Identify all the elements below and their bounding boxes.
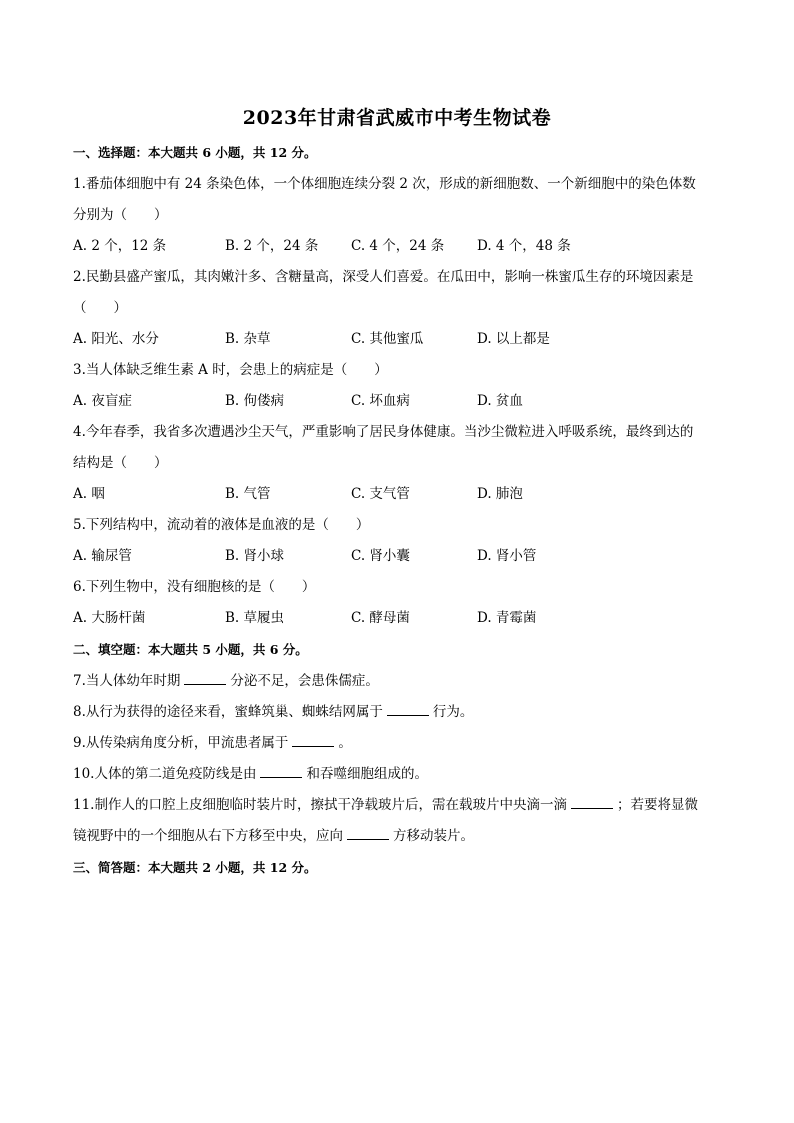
section-heading-short-answer: 三、简答题：本大题共 2 小题，共 12 分。 [73, 860, 317, 875]
option-b: B. 肾小球 [225, 548, 285, 564]
question-stem-line [73, 790, 721, 821]
option-a: A. 咽 [73, 486, 105, 502]
option-b: B. 草履虫 [225, 610, 285, 626]
question-text: 9.从传染病角度分析，甲流患者属于 [73, 735, 289, 751]
option-a: A. 夜盲症 [73, 393, 132, 409]
question-1 [73, 169, 721, 262]
question-stem-line: （ ） [73, 300, 127, 316]
question-stem-line: 分别为（ ） [73, 207, 168, 223]
option-b: B. 杂草 [225, 331, 271, 347]
question-11 [73, 790, 721, 852]
options-row [73, 603, 721, 634]
option-b: B. 气管 [225, 486, 271, 502]
question-2 [73, 262, 721, 355]
options-row [73, 231, 721, 262]
option-c: C. 肾小囊 [351, 548, 410, 564]
option-c: C. 酵母菌 [351, 610, 410, 626]
question-stem-line: 6.下列生物中，没有细胞核的是（ ） [73, 579, 316, 595]
question-text: 方移动装片。 [393, 828, 474, 844]
section-heading-fill: 二、填空题：本大题共 5 小题，共 6 分。 [73, 642, 308, 657]
question-6 [73, 572, 721, 634]
option-d: D. 肺泡 [477, 486, 523, 502]
question-stem-line: 3.当人体缺乏维生素 A 时，会患上的病症是（ ） [73, 362, 388, 378]
option-c: C. 其他蜜瓜 [351, 331, 424, 347]
answer-blank [387, 703, 429, 716]
answer-blank [347, 827, 389, 840]
question-text: 行为。 [432, 704, 474, 720]
options-row [73, 541, 721, 572]
answer-blank [571, 796, 613, 809]
option-d: D. 青霉菌 [477, 610, 537, 626]
question-stem-line: 结构是（ ） [73, 455, 168, 471]
question-7 [73, 666, 721, 697]
option-b: B. 2 个，24 条 [225, 238, 319, 254]
option-b: B. 佝偻病 [225, 393, 285, 409]
question-text: ；若要将显微 [616, 797, 698, 813]
option-d: D. 贫血 [477, 393, 523, 409]
question-text: 7.当人体幼年时期 [73, 673, 181, 689]
question-10 [73, 759, 721, 790]
answer-blank [184, 672, 226, 685]
question-text: 8.从行为获得的途径来看，蜜蜂筑巢、蜘蛛结网属于 [73, 704, 383, 720]
option-a: A. 2 个，12 条 [73, 238, 167, 254]
answer-blank [292, 734, 334, 747]
option-d: D. 肾小管 [477, 548, 537, 564]
options-row [73, 386, 721, 417]
question-text: 10.人体的第二道免疫防线是由 [73, 766, 257, 782]
question-text: 11.制作人的口腔上皮细胞临时装片时，擦拭干净载玻片后，需在载玻片中央滴一滴 [73, 797, 567, 813]
question-stem-line [73, 821, 721, 852]
question-stem-line: 4.今年春季，我省多次遭遇沙尘天气，严重影响了居民身体健康。当沙尘微粒进入呼吸系统，最终到达的 [73, 424, 694, 440]
option-c: C. 4 个，24 条 [351, 238, 445, 254]
question-3 [73, 355, 721, 417]
answer-blank [260, 765, 302, 778]
question-4 [73, 417, 721, 510]
question-text: 分泌不足，会患侏儒症。 [230, 673, 379, 689]
question-text: 镜视野中的一个细胞从右下方移至中央，应向 [73, 828, 343, 844]
question-5 [73, 510, 721, 572]
option-c: C. 支气管 [351, 486, 410, 502]
option-a: A. 大肠杆菌 [73, 610, 146, 626]
question-text: 和吞噬细胞组成的。 [306, 766, 428, 782]
option-c: C. 坏血病 [351, 393, 410, 409]
page-title: 2023年甘肃省武威市中考生物试卷 [242, 107, 552, 129]
option-d: D. 4 个，48 条 [477, 238, 571, 254]
section-heading-choice: 一、选择题：本大题共 6 小题，共 12 分。 [73, 145, 317, 160]
question-text: 。 [338, 735, 352, 751]
option-d: D. 以上都是 [477, 331, 550, 347]
question-stem-line: 2.民勤县盛产蜜瓜，其肉嫩汁多、含糖量高，深受人们喜爱。在瓜田中，影响一株蜜瓜生存的环境因素是 [73, 269, 694, 285]
question-stem-line: 1.番茄体细胞中有 24 条染色体，一个体细胞连续分裂 2 次，形成的新细胞数、一个新细胞中的染色体数 [73, 176, 696, 192]
exam-content [73, 145, 721, 876]
options-row [73, 479, 721, 510]
question-9 [73, 728, 721, 759]
option-a: A. 输尿管 [73, 548, 132, 564]
question-stem-line: 5.下列结构中，流动着的液体是血液的是（ ） [73, 517, 370, 533]
option-a: A. 阳光、水分 [73, 331, 159, 347]
question-8 [73, 697, 721, 728]
options-row [73, 324, 721, 355]
